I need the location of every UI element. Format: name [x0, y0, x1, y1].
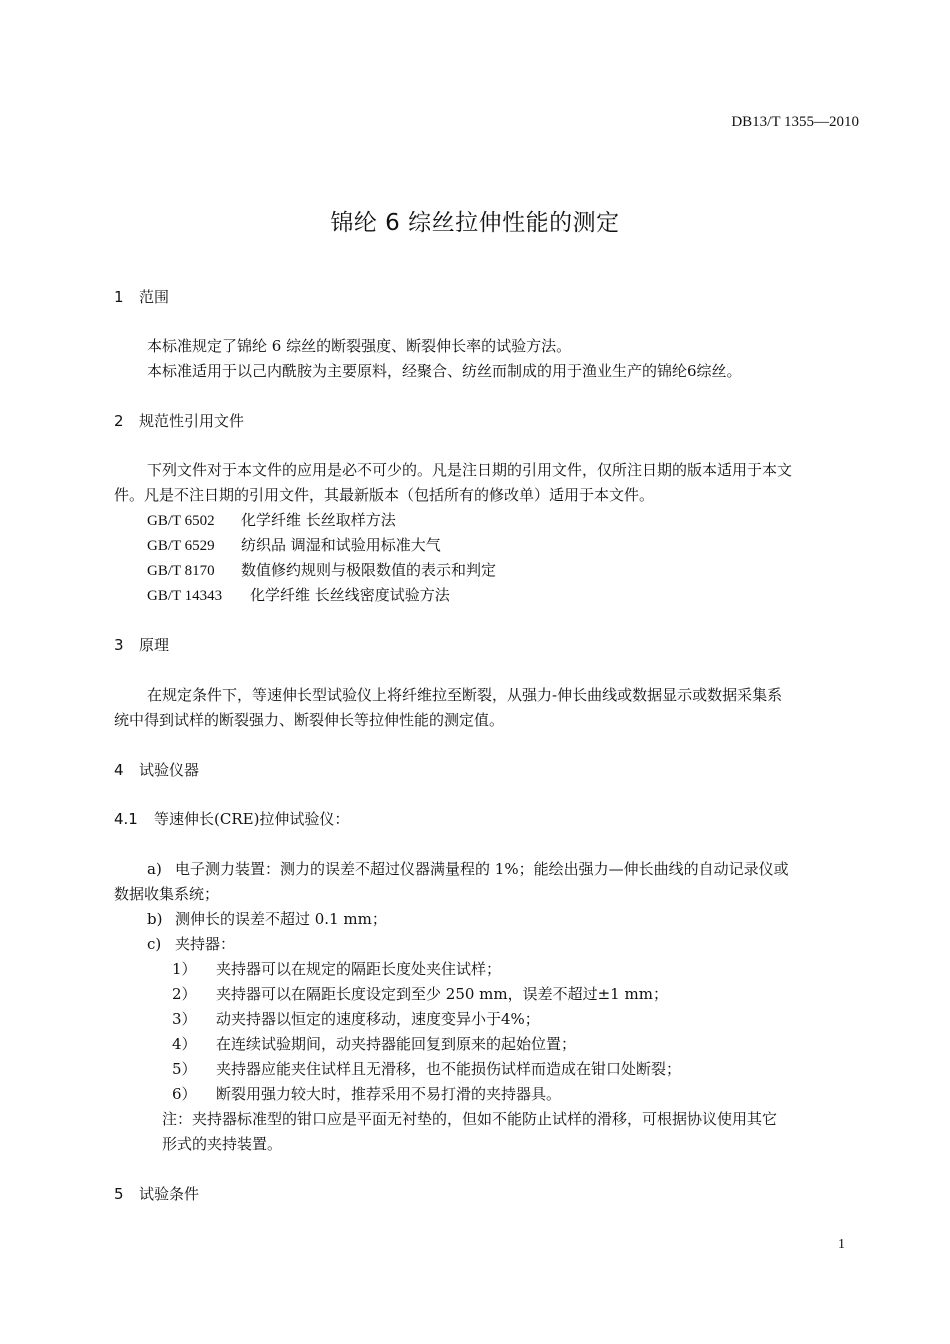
section-number: 5: [114, 1185, 124, 1203]
sub-list-marker: 5）: [172, 1060, 197, 1078]
section-number: 2: [114, 412, 124, 430]
note-line: 形式的夹持装置。: [162, 1135, 283, 1153]
section-4-heading: [114, 759, 199, 780]
paragraph: 本标准规定了锦纶 6 综丝的断裂强度、断裂伸长率的试验方法。: [147, 337, 572, 355]
sub-list-marker: 3）: [172, 1010, 197, 1028]
section-title: 试验仪器: [139, 761, 200, 779]
section-title: 试验条件: [139, 1185, 200, 1203]
sub-list-text: 动夹持器以恒定的速度移动，速度变异小于4%；: [216, 1010, 540, 1028]
sub-list-text: 夹持器可以在规定的隔距长度处夹住试样；: [216, 960, 502, 978]
list-item-continuation: 数据收集系统；: [114, 885, 220, 903]
list-text: 测伸长的误差不超过 0.1 mm；: [175, 910, 387, 928]
document-number: DB13/T 1355—2010: [731, 114, 859, 130]
sub-list-item: [172, 1083, 561, 1104]
reference-code: GB/T 14343: [147, 588, 223, 604]
reference-title: 数值修约规则与极限数值的表示和判定: [241, 561, 497, 579]
page-title: 锦纶 6 综丝拉伸性能的测定: [330, 210, 620, 236]
subsection-4-1-heading: [114, 808, 349, 829]
section-title: 范围: [139, 288, 170, 306]
list-marker: c): [147, 935, 162, 953]
section-number: 1: [114, 288, 124, 306]
section-2-heading: [114, 410, 244, 431]
section-3-heading: [114, 634, 169, 655]
list-marker: b): [147, 910, 163, 928]
reference-item: [147, 559, 496, 580]
sub-list-marker: 6）: [172, 1085, 197, 1103]
sub-list-marker: 2）: [172, 985, 197, 1003]
paragraph-line: 在规定条件下，等速伸长型试验仪上将纤维拉至断裂，从强力-伸长曲线或数据显示或数据采集系: [147, 686, 783, 704]
sub-list-item: [172, 1008, 540, 1029]
sub-list-text: 夹持器应能夹住试样且无滑移，也不能损伤试样而造成在钳口处断裂；: [216, 1060, 682, 1078]
page-number: 1: [838, 1237, 845, 1252]
reference-item: [147, 584, 450, 605]
sub-list-text: 夹持器可以在隔距长度设定到至少 250 mm，误差不超过±1 mm；: [216, 985, 668, 1003]
reference-code: GB/T 6502: [147, 513, 215, 529]
paragraph: 本标准适用于以己内酰胺为主要原料，经聚合、纺丝而制成的用于渔业生产的锦纶6综丝。: [147, 362, 742, 380]
sub-list-item: [172, 1033, 576, 1054]
reference-code: GB/T 6529: [147, 538, 215, 554]
paragraph-line: 件。凡是不注日期的引用文件，其最新版本（包括所有的修改单）适用于本文件。: [114, 486, 655, 504]
sub-list-item: [172, 958, 501, 979]
section-5-heading: [114, 1183, 199, 1204]
list-text: 电子测力装置：测力的误差不超过仪器满量程的 1%；能绘出强力—伸长曲线的自动记录仪或: [175, 860, 789, 878]
section-title: 原理: [139, 636, 170, 654]
section-number: 3: [114, 636, 124, 654]
section-title: 规范性引用文件: [139, 412, 245, 430]
note-line: 注：夹持器标准型的钳口应是平面无衬垫的，但如不能防止试样的滑移，可根据协议使用其它: [162, 1110, 778, 1128]
section-number: 4: [114, 761, 124, 779]
reference-title: 纺织品 调湿和试验用标准大气: [241, 536, 441, 554]
reference-code: GB/T 8170: [147, 563, 215, 579]
sub-list-item: [172, 983, 668, 1004]
paragraph-line: 统中得到试样的断裂强力、断裂伸长等拉伸性能的测定值。: [114, 711, 505, 729]
sub-list-text: 在连续试验期间，动夹持器能回复到原来的起始位置；: [216, 1035, 577, 1053]
list-marker: a): [147, 860, 162, 878]
sub-list-marker: 1）: [172, 960, 197, 978]
sub-list-text: 断裂用强力较大时，推荐采用不易打滑的夹持器具。: [216, 1085, 562, 1103]
reference-title: 化学纤维 长丝线密度试验方法: [250, 586, 450, 604]
reference-item: [147, 509, 396, 530]
subsection-title: 等速伸长(CRE)拉伸试验仪：: [154, 810, 350, 828]
reference-item: [147, 534, 441, 555]
list-item-a: [147, 858, 789, 879]
paragraph-line: 下列文件对于本文件的应用是必不可少的。凡是注日期的引用文件，仅所注日期的版本适用于本文: [147, 461, 793, 479]
section-1-heading: [114, 286, 169, 307]
list-item-c: [147, 933, 235, 954]
sub-list-item: [172, 1058, 681, 1079]
list-item-b: [147, 908, 387, 929]
subsection-number: 4.1: [114, 810, 138, 828]
reference-title: 化学纤维 长丝取样方法: [241, 511, 396, 529]
sub-list-marker: 4）: [172, 1035, 197, 1053]
list-text: 夹持器：: [175, 935, 236, 953]
